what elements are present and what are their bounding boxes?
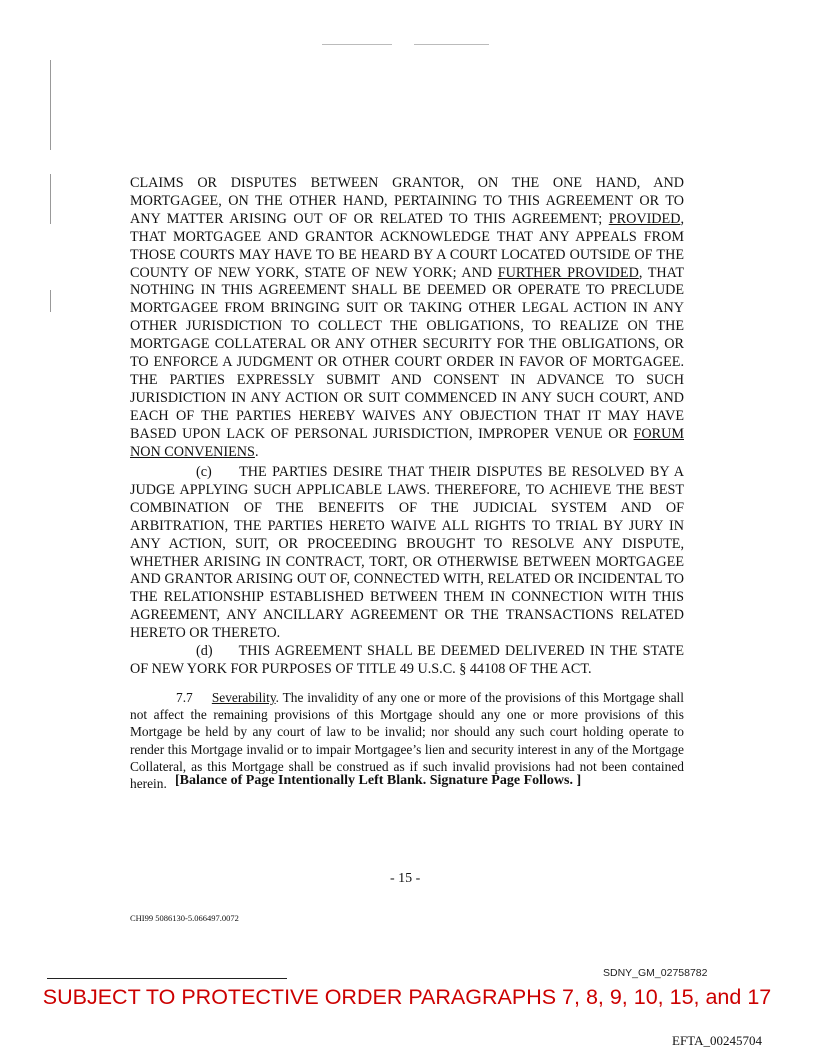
scan-margin-line: [50, 174, 51, 224]
section-number: 7.7: [176, 690, 193, 705]
section-heading: Severability: [211, 690, 276, 705]
document-id: CHI99 5086130-5.066497.0072: [130, 913, 239, 923]
further-provided-term: FURTHER PROVIDED: [497, 264, 639, 281]
paragraph-text: THE PARTIES DESIRE THAT THEIR DISPUTES BE RESOLVED BY A JUDGE APPLYING SUCH APPLICABLE LAWS. THEREFORE, TO ACHIEVE THE BEST COMBINATION OF THE BENEFITS OF THE JUDICIAL SYSTEM AND OF ARBITRATION, THE PARTIES HERETO WAIVE ALL RIGHTS TO TRIAL BY JURY IN ANY ACTION, SUIT, OR PROCEEDING BROUGHT TO RESOLVE ANY DISPUTE, WHETHER ARISING IN CONTRACT, TORT, OR OTHERWISE BETWEEN MORTGAGEE AND GRANTOR ARISING OUT OF, CONNECTED WITH, RELATED OR INCIDENTAL TO THE RELATIONSHIP ESTABLISHED BETWEEN THEM IN CONNECTION WITH THIS AGREEMENT, ANY ANCILLARY AGREEMENT OR THE TRANSACTIONS RELATED HERETO OR THERETO.: [130, 464, 684, 642]
balance-note: [Balance of Page Intentionally Left Blank. Signature Page Follows. ]: [175, 773, 582, 788]
scan-margin-line: [50, 60, 51, 150]
page-number: - 15 -: [390, 871, 421, 886]
section-text: . The invalidity of any one or more of the provisions of this Mortgage shall not affect the remaining provisions of this Mortgage should any one or more provisions of this Mortgage be held by any court of law to be invalid; nor should any such court holding operate to render this Mortgage invalid or to impair Mortgagee’s lien and security interest in any of the Mortgage Collateral, as this Mortgage shall be construed as if such invalid provisions had not been contained herein.: [130, 690, 684, 792]
efta-number: EFTA_00245704: [672, 1033, 762, 1048]
paragraph-jurisdiction: [130, 175, 684, 462]
footer-rule: [47, 978, 287, 979]
paragraph-label: (c): [196, 464, 212, 480]
scan-margin-line: [50, 290, 51, 312]
protective-order-notice: SUBJECT TO PROTECTIVE ORDER PARAGRAPHS 7, 8, 9, 10, 15, and 17: [42, 985, 772, 1009]
paragraph-delivery: [130, 643, 684, 679]
paragraph-label: (d): [196, 643, 213, 659]
paragraph-text: CLAIMS OR DISPUTES BETWEEN GRANTOR, ON THE ONE HAND, AND MORTGAGEE, ON THE OTHER HAND, PERTAINING TO THIS AGREEMENT OR TO ANY MATTER ARISING OUT OF OR RELATED TO THIS AGREEMENT;: [130, 175, 684, 227]
paragraph-text: .: [254, 443, 259, 460]
provided-term: PROVIDED: [608, 210, 681, 227]
scan-smudge: [322, 44, 392, 45]
forum-non-conveniens-term: FORUM NON CONVENIENS: [130, 425, 684, 460]
paragraph-text: , THAT MORTGAGEE AND GRANTOR ACKNOWLEDGE THAT ANY APPEALS FROM THOSE COURTS MAY HAVE TO BE HEARD BY A COURT LOCATED OUTSIDE OF THE COUNTY OF NEW YORK, STATE OF NEW YORK; AND: [130, 210, 684, 281]
bates-number: SDNY_GM_02758782: [603, 967, 708, 979]
scan-smudge: [414, 44, 489, 45]
paragraph-text: THIS AGREEMENT SHALL BE DEEMED DELIVERED IN THE STATE OF NEW YORK FOR PURPOSES OF TITLE 49 U.S.C. § 44108 OF THE ACT.: [130, 643, 684, 677]
paragraph-text: , THAT NOTHING IN THIS AGREEMENT SHALL BE DEEMED OR OPERATE TO PRECLUDE MORTGAGEE FROM BRINGING SUIT OR TAKING OTHER LEGAL ACTION IN ANY OTHER JURISDICTION TO COLLECT THE OBLIGATIONS, TO REALIZE ON THE MORTGAGE COLLATERAL OR ANY OTHER SECURITY FOR THE OBLIGATIONS, OR TO ENFORCE A JUDGMENT OR OTHER COURT ORDER IN FAVOR OF MORTGAGEE. THE PARTIES EXPRESSLY SUBMIT AND CONSENT IN ADVANCE TO SUCH JURISDICTION IN ANY ACTION OR SUIT COMMENCED IN ANY SUCH COURT, AND EACH OF THE PARTIES HEREBY WAIVES ANY OBJECTION THAT IT MAY HAVE BASED UPON LACK OF PERSONAL JURISDICTION, IMPROPER VENUE OR: [130, 264, 684, 442]
paragraph-jury-waiver: [130, 464, 684, 643]
